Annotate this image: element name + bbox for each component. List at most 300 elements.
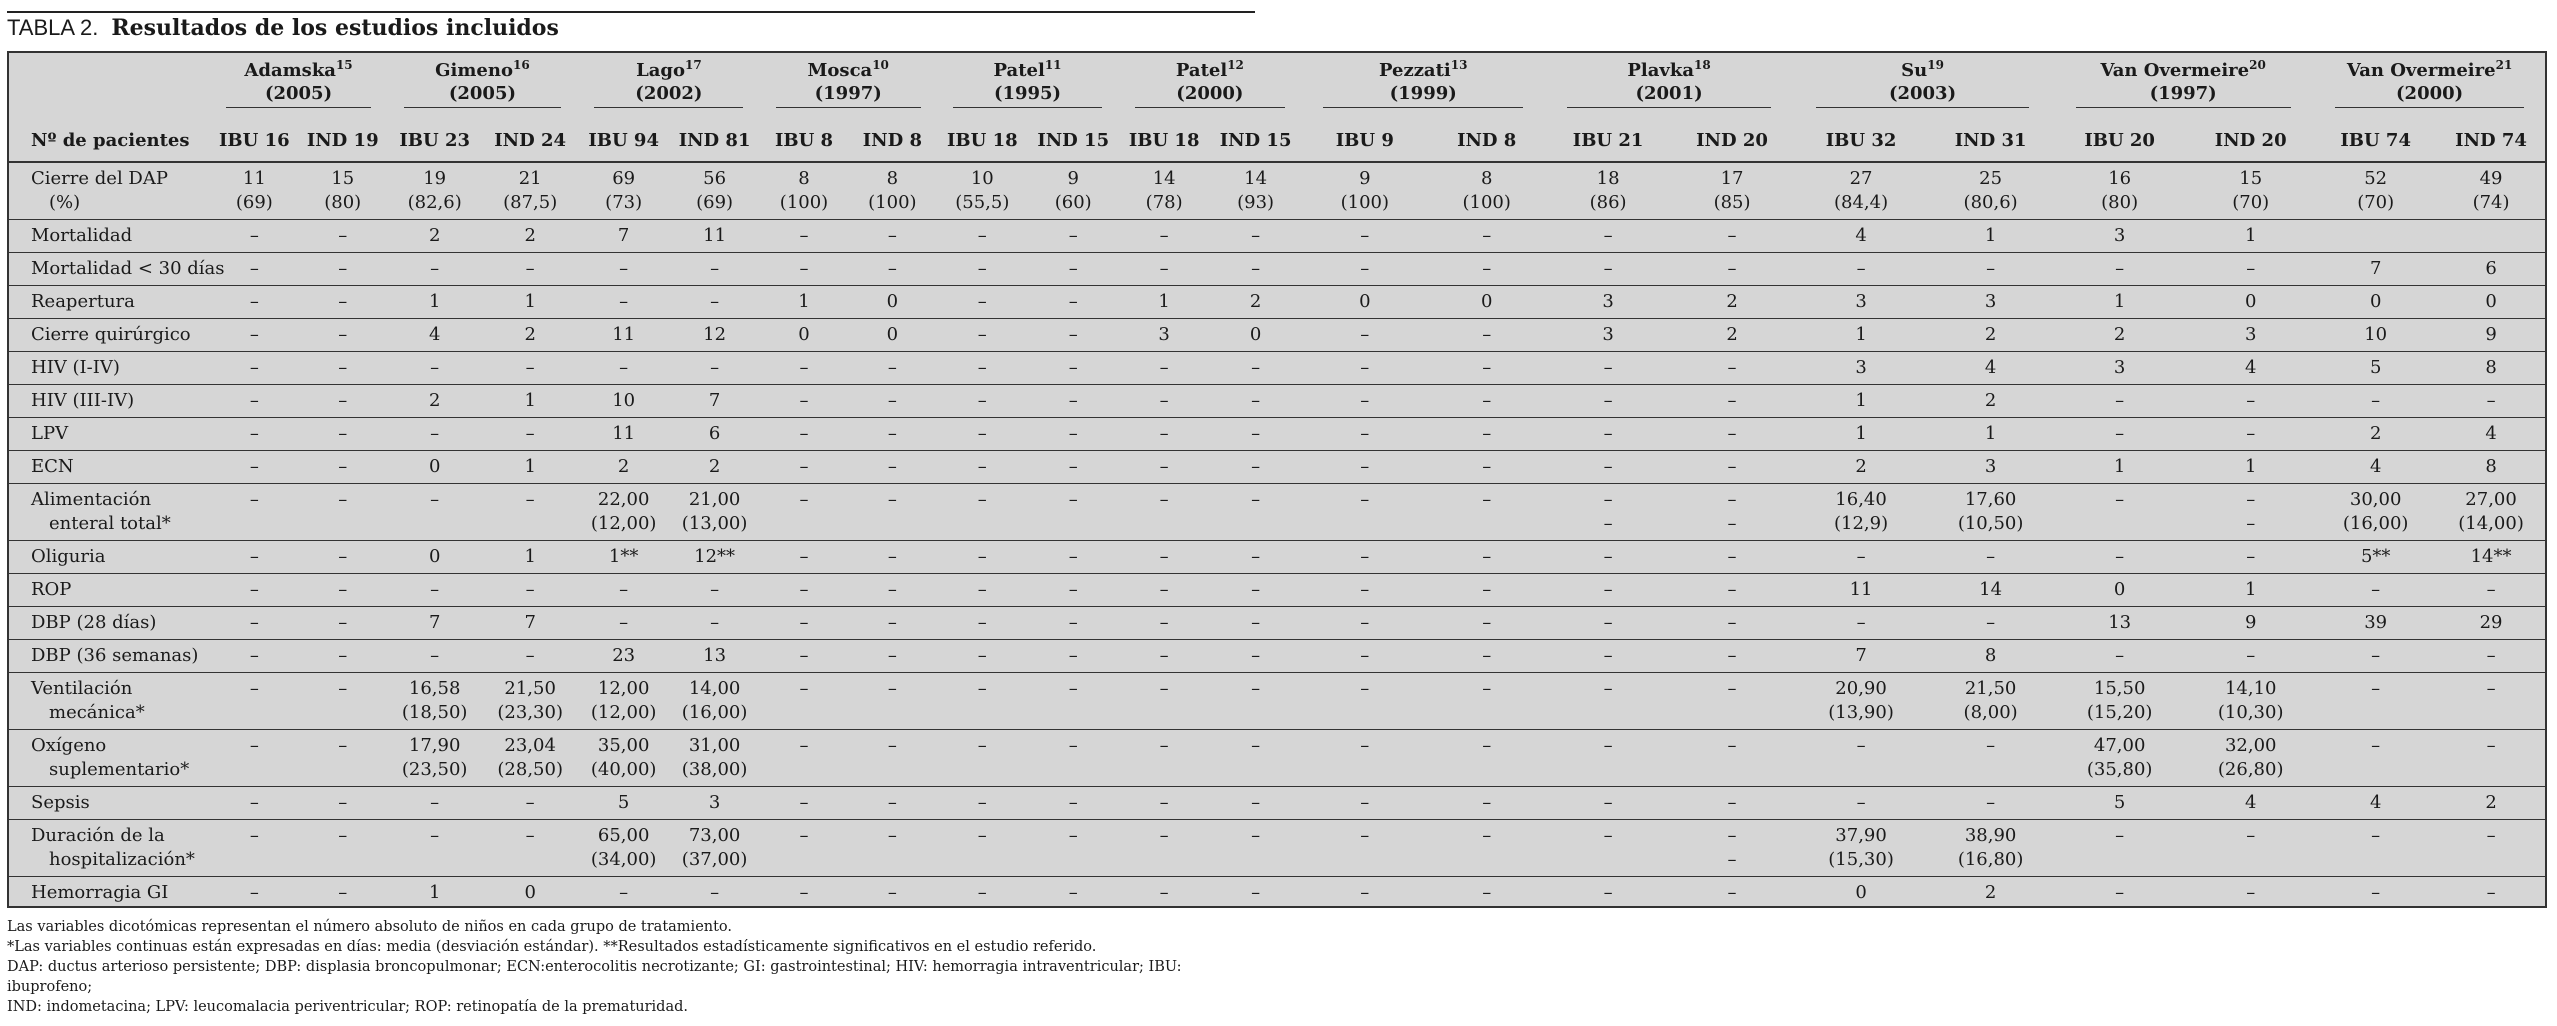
cell-value: 1 [1855, 390, 1867, 411]
study-underline [1135, 107, 1285, 108]
cell-value: (87,5) [503, 192, 558, 213]
variable-label [9, 385, 210, 418]
cell-value: – [887, 258, 897, 279]
cell-value: – [799, 645, 809, 666]
table-cell [669, 352, 759, 385]
table-cell [2052, 574, 2187, 607]
variable-label-line: Ventilación [31, 678, 133, 699]
variable-label-line: suplementario* [49, 759, 190, 780]
variable-label [9, 484, 210, 541]
table-cell [482, 418, 578, 451]
table-cell [760, 162, 848, 220]
table-cell [2187, 162, 2314, 220]
cell-value: 1 [2113, 291, 2126, 312]
variable-label [9, 220, 210, 253]
table-cell [848, 319, 936, 352]
cell-value: – [1068, 792, 1078, 813]
cell-value: – [977, 678, 987, 699]
table-cell [760, 607, 848, 640]
table-cell [1210, 484, 1301, 541]
table-cell [1028, 286, 1118, 319]
cell-value: – [1068, 882, 1078, 903]
table-cell [1118, 253, 1209, 286]
table-cell [387, 162, 483, 220]
table-cell [482, 253, 578, 286]
cell-value: – [1360, 390, 1370, 411]
footnote: Las variables dicotómicas representan el número absoluto de niños en cada grupo de tratamiento. [7, 919, 733, 935]
cell-value: 12,00 [597, 678, 650, 699]
table-cell [937, 253, 1028, 286]
cell-value: – [1986, 792, 1996, 813]
cell-value: – [619, 579, 629, 600]
table-cell [848, 220, 936, 253]
table-cell [578, 385, 669, 418]
cell-value: – [1159, 456, 1169, 477]
cell-value: 12 [703, 324, 727, 345]
table-cell [1793, 385, 1929, 418]
cell-value: – [249, 423, 259, 444]
table-cell [2052, 877, 2187, 910]
cell-value: – [887, 645, 897, 666]
cell-value: – [977, 258, 987, 279]
group-header: IND 15 [1210, 121, 1301, 162]
table-cell [210, 673, 298, 730]
variable-label-line: HIV (III-IV) [31, 390, 135, 411]
table-cell [1793, 484, 1929, 541]
cell-value: 7 [524, 612, 536, 633]
table-cell [387, 574, 483, 607]
cell-value: 2 [2485, 792, 2497, 813]
cell-value: 7 [708, 390, 721, 411]
table-cell [937, 640, 1028, 673]
cell-value: 32,00 [2224, 735, 2277, 756]
study-year: (2001) [1635, 83, 1703, 104]
cell-value: 1 [798, 291, 810, 312]
cell-value: – [887, 735, 897, 756]
variable-label-line: Sepsis [31, 792, 90, 813]
cell-value: 18 [1596, 168, 1620, 189]
table-cell [2314, 541, 2437, 574]
table-cell [2052, 162, 2187, 220]
table-cell [1545, 451, 1671, 484]
table-cell [299, 541, 387, 574]
cell-value: 27 [1849, 168, 1873, 189]
table-cell [2187, 640, 2314, 673]
cell-value: (13,90) [1828, 702, 1894, 723]
study-year: (2000) [2396, 83, 2464, 104]
cell-value: 1 [2244, 456, 2257, 477]
cell-value: – [2115, 882, 2125, 903]
cell-value: 1 [2244, 225, 2257, 246]
table-cell [1118, 484, 1209, 541]
table-cell [848, 574, 936, 607]
table-cell [1118, 162, 1209, 220]
cell-value: (15,20) [2086, 702, 2153, 723]
study-year: (2000) [1176, 83, 1244, 104]
cell-value: – [2246, 390, 2256, 411]
table-cell [1210, 451, 1301, 484]
cell-value: – [2371, 645, 2381, 666]
cell-value: (12,00) [590, 513, 657, 534]
table-cell [2187, 286, 2314, 319]
group-header-row [9, 121, 2545, 162]
cell-value: – [2115, 390, 2125, 411]
cell-value: (70) [2232, 192, 2270, 213]
table-cell [2052, 673, 2187, 730]
cell-value: – [249, 825, 259, 846]
study-header [2314, 53, 2545, 121]
group-header: IND 24 [482, 121, 578, 162]
table-cell [1671, 877, 1793, 910]
study-underline [1567, 107, 1770, 108]
cell-value: 4 [2244, 792, 2257, 813]
cell-value: (15,30) [1828, 849, 1894, 870]
table-cell [2052, 640, 2187, 673]
cell-value: – [977, 225, 987, 246]
table-cell [1929, 286, 2052, 319]
table-cell [578, 253, 669, 286]
table-cell [2437, 253, 2545, 286]
table-cell [1671, 484, 1793, 541]
table-cell [937, 820, 1028, 877]
study-year: (1997) [814, 83, 882, 104]
cell-value: 3 [1602, 324, 1614, 345]
group-header: IND 20 [2187, 121, 2314, 162]
table-cell [669, 607, 759, 640]
cell-value: – [1603, 456, 1613, 477]
footnote: ibuprofeno; [7, 979, 93, 995]
table-cell [1118, 607, 1209, 640]
cell-value: – [1251, 357, 1261, 378]
cell-value: (69) [696, 192, 734, 213]
cell-value: 2 [708, 456, 721, 477]
cell-value: – [1159, 825, 1169, 846]
cell-value: – [249, 612, 259, 633]
table-cell [2052, 541, 2187, 574]
cell-value: (8,00) [1963, 702, 2018, 723]
cell-value: – [1251, 825, 1261, 846]
cell-value: (78) [1145, 192, 1183, 213]
variable-label-line: HIV (I-IV) [31, 357, 120, 378]
variable-label-line: mecánica* [49, 702, 145, 723]
study-name [937, 59, 1119, 82]
study-reference: 21 [2495, 58, 2513, 72]
table-cell [387, 877, 483, 910]
cell-value: – [1986, 258, 1996, 279]
group-header: IBU 20 [2052, 121, 2187, 162]
cell-value: (82,6) [407, 192, 462, 213]
cell-value: – [799, 489, 809, 510]
cell-value: 13 [2108, 612, 2132, 633]
table-cell [1210, 607, 1301, 640]
cell-value: 14 [1244, 168, 1268, 189]
cell-value: – [619, 291, 629, 312]
cell-value: – [249, 225, 259, 246]
cell-value: 16,58 [408, 678, 461, 699]
cell-value: – [2115, 546, 2125, 567]
study-header [1793, 53, 2052, 121]
cell-value: – [1603, 357, 1613, 378]
cell-value: – [1159, 423, 1169, 444]
table-cell [2187, 541, 2314, 574]
table-cell [1028, 541, 1118, 574]
table-cell [1301, 418, 1428, 451]
table-cell [1118, 541, 1209, 574]
table-cell [482, 286, 578, 319]
cell-value: 0 [524, 882, 536, 903]
table-cell [2187, 352, 2314, 385]
cell-value: – [338, 291, 348, 312]
table-cell [482, 162, 578, 220]
cell-value: – [1603, 390, 1613, 411]
study-year: (1999) [1389, 83, 1457, 104]
table-cell [2314, 607, 2437, 640]
cell-value: 3 [1984, 291, 1997, 312]
cell-value: – [1482, 792, 1492, 813]
cell-value: 56 [703, 168, 727, 189]
table-cell [2437, 418, 2545, 451]
table-cell [2052, 352, 2187, 385]
cell-value: – [1603, 882, 1613, 903]
table-cell [2437, 877, 2545, 910]
table-cell [1028, 820, 1118, 877]
cell-value: 17,90 [408, 735, 461, 756]
table-cell [482, 385, 578, 418]
table-cell [578, 162, 669, 220]
study-reference: 19 [1927, 58, 1944, 72]
cell-value: – [525, 357, 535, 378]
cell-value: 1 [1984, 423, 1997, 444]
table-cell [1545, 484, 1671, 541]
cell-value: 1 [1158, 291, 1170, 312]
cell-value: – [2246, 546, 2256, 567]
study-name [387, 59, 578, 82]
cell-value: – [1482, 456, 1492, 477]
table-cell [1545, 673, 1671, 730]
cell-value: 6 [2485, 258, 2497, 279]
table-cell [2437, 162, 2545, 220]
table-cell [482, 319, 578, 352]
table-cell [669, 541, 759, 574]
table-cell [210, 640, 298, 673]
cell-value: 1 [2113, 456, 2126, 477]
cell-value: – [525, 423, 535, 444]
cell-value: – [1159, 579, 1169, 600]
table-cell [210, 607, 298, 640]
table-cell [299, 877, 387, 910]
table-cell [1929, 385, 2052, 418]
table-cell [1301, 352, 1428, 385]
table-cell [2437, 787, 2545, 820]
table-cell [669, 820, 759, 877]
table-cell [1793, 541, 1929, 574]
cell-value: – [799, 546, 809, 567]
cell-value: – [2371, 579, 2381, 600]
table-cell [1210, 162, 1301, 220]
results-table-panel [7, 51, 2547, 908]
cell-value: – [2246, 645, 2256, 666]
table-row [9, 286, 2545, 319]
study-year: (1995) [993, 83, 1062, 104]
table-cell [482, 607, 578, 640]
table-cell [1028, 787, 1118, 820]
cell-value: 3 [2113, 225, 2126, 246]
cell-value: – [1482, 882, 1492, 903]
cell-value: – [338, 324, 348, 345]
table-row [9, 253, 2545, 286]
cell-value: – [977, 792, 987, 813]
table-cell [1929, 640, 2052, 673]
cell-value: 69 [612, 168, 636, 189]
cell-value: – [977, 825, 987, 846]
table-cell [1428, 352, 1545, 385]
cell-value: – [2486, 390, 2496, 411]
table-row [9, 385, 2545, 418]
table-cell [1671, 787, 1793, 820]
cell-value: – [1482, 579, 1492, 600]
cell-value: – [2246, 825, 2256, 846]
cell-value: – [2486, 678, 2496, 699]
cell-value: – [249, 390, 259, 411]
table-cell [1545, 286, 1671, 319]
cell-value: – [1251, 258, 1261, 279]
cell-value: – [1727, 456, 1737, 477]
variable-label [9, 418, 210, 451]
cell-value: – [799, 579, 809, 600]
cell-value: (23,50) [401, 759, 468, 780]
study-reference: 12 [1227, 58, 1244, 72]
table-cell [2314, 418, 2437, 451]
table-cell [1545, 787, 1671, 820]
cell-value: – [2486, 882, 2496, 903]
table-cell [760, 220, 848, 253]
cell-value: 49 [2479, 168, 2503, 189]
table-cell [848, 607, 936, 640]
cell-value: – [1251, 792, 1261, 813]
cell-value: – [1603, 579, 1613, 600]
group-header: IBU 74 [2314, 121, 2437, 162]
study-name [578, 59, 760, 82]
table-cell [848, 385, 936, 418]
cell-value: – [1727, 849, 1737, 870]
cell-value: 14 [1979, 579, 2003, 600]
cell-value: (14,00) [2458, 513, 2524, 534]
table-cell [578, 220, 669, 253]
table-cell [848, 162, 936, 220]
table-cell [669, 640, 759, 673]
table-cell [2052, 220, 2187, 253]
table-cell [669, 385, 759, 418]
cell-value: – [1251, 546, 1261, 567]
cell-value: – [710, 258, 720, 279]
cell-value: 21,00 [688, 489, 741, 510]
table-cell [669, 286, 759, 319]
cell-value: – [1068, 456, 1078, 477]
study-name [1545, 59, 1793, 82]
table-cell [1671, 319, 1793, 352]
variable-label-line: Cierre del DAP [31, 168, 168, 189]
cell-value: – [1360, 735, 1370, 756]
cell-value: – [338, 882, 348, 903]
cell-value: – [1360, 678, 1370, 699]
variable-label [9, 820, 210, 877]
cell-value: – [1856, 546, 1866, 567]
cell-value: – [1727, 390, 1737, 411]
table-cell [482, 484, 578, 541]
group-header: IND 31 [1929, 121, 2052, 162]
table-cell [482, 820, 578, 877]
table-cell [1671, 418, 1793, 451]
table-cell [1428, 286, 1545, 319]
table-cell [1428, 385, 1545, 418]
cell-value: 29 [2479, 612, 2503, 633]
cell-value: 3 [1855, 291, 1867, 312]
cell-value: – [977, 291, 987, 312]
table-cell [937, 418, 1028, 451]
cell-value: 2 [428, 225, 441, 246]
cell-value: – [1360, 258, 1370, 279]
table-cell [1428, 730, 1545, 787]
table-row [9, 418, 2545, 451]
cell-value: – [1068, 390, 1078, 411]
table-cell [760, 451, 848, 484]
table-cell [760, 730, 848, 787]
table-cell [1671, 162, 1793, 220]
table-cell [299, 730, 387, 787]
table-cell [299, 385, 387, 418]
table-cell [1301, 574, 1428, 607]
cell-value: 2 [2369, 423, 2382, 444]
cell-value: – [338, 678, 348, 699]
cell-value: 2 [1249, 291, 1262, 312]
table-cell [937, 574, 1028, 607]
table-cell [937, 787, 1028, 820]
table-cell [1301, 730, 1428, 787]
table-cell [937, 319, 1028, 352]
table-row [9, 162, 2545, 220]
table-cell [1118, 352, 1209, 385]
table-cell [2187, 451, 2314, 484]
table-cell [2437, 574, 2545, 607]
study-header [1118, 53, 1301, 121]
table-cell [1301, 286, 1428, 319]
cell-value: – [1159, 735, 1169, 756]
variable-label-line: DBP (36 semanas) [31, 645, 199, 666]
cell-value: 8 [798, 168, 810, 189]
table-cell [482, 673, 578, 730]
cell-value: – [1159, 357, 1169, 378]
table-cell [387, 730, 483, 787]
cell-value: – [1251, 579, 1261, 600]
study-underline [2076, 107, 2291, 108]
cell-value: 2 [1984, 882, 1997, 903]
table-cell [1301, 385, 1428, 418]
cell-value: – [1727, 225, 1737, 246]
table-cell [210, 451, 298, 484]
table-cell [299, 820, 387, 877]
table-cell [1671, 352, 1793, 385]
table-cell [760, 385, 848, 418]
table-cell [1671, 385, 1793, 418]
cell-value: – [1360, 792, 1370, 813]
cell-value: 11 [242, 168, 266, 189]
table-cell [1210, 574, 1301, 607]
cell-value: – [2486, 645, 2496, 666]
cell-value: – [1482, 735, 1492, 756]
cell-value: 8 [1984, 645, 1997, 666]
table-cell [848, 352, 936, 385]
table-cell [2314, 787, 2437, 820]
